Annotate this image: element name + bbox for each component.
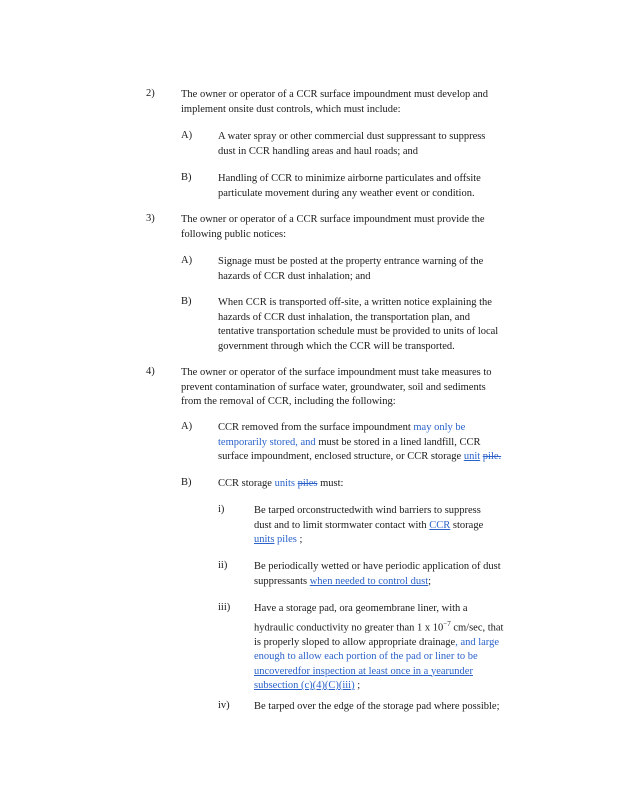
text-line: The owner or operator of a CCR surface impoundment must provide the	[181, 214, 485, 225]
inserted-text: units	[254, 534, 275, 545]
paragraph	[218, 296, 498, 354]
text-line: prevent contamination of surface water, groundwater, soil and sediments	[181, 381, 486, 393]
paragraph	[218, 477, 343, 492]
inserted-text: when needed to control dust	[309, 575, 429, 587]
item-number: iii)	[218, 602, 231, 613]
text-line	[218, 421, 501, 436]
paragraph	[254, 602, 503, 694]
inserted-text: CCR	[429, 519, 451, 531]
text-line: Be tarped orconstructedwith wind barriers to suppress	[254, 505, 481, 516]
inserted-text: enough to allow each portion of the pad or liner to be	[254, 651, 478, 662]
text-segment: suppressants	[254, 575, 308, 587]
text-segment: storage	[452, 519, 484, 531]
paragraph	[254, 700, 500, 715]
text-line: tentative transportation schedule must be provided to units of local	[218, 326, 499, 337]
text-line: The owner or operator of the surface impoundment must take measures to	[181, 367, 492, 378]
item-number: 2)	[146, 88, 155, 99]
item-number: B)	[181, 477, 192, 488]
paragraph	[181, 366, 492, 410]
text-segment: ;	[357, 680, 361, 691]
text-line	[254, 617, 503, 636]
text-line: Signage must be posted at the property entrance warning of the	[218, 256, 484, 267]
text-line: Have a storage pad, ora geomembrane liner, with a	[254, 603, 468, 614]
text-line	[218, 477, 343, 492]
paragraph	[181, 88, 488, 117]
item-number: 3)	[146, 213, 155, 224]
paragraph	[218, 130, 485, 159]
text-segment: CCR storage	[218, 478, 272, 489]
paragraph	[218, 172, 481, 201]
text-line: following public notices:	[181, 228, 286, 240]
paragraph	[218, 421, 501, 465]
text-line: hazards of CCR dust inhalation; and	[218, 270, 371, 282]
inserted-text: piles	[277, 534, 297, 545]
text-line: When CCR is transported off-site, a written notice explaining the	[218, 297, 492, 308]
inserted-text: may only be	[413, 422, 466, 433]
inserted-text: unit	[463, 451, 481, 462]
text-segment: ;	[299, 534, 303, 545]
text-line	[218, 436, 501, 451]
superscript: −7	[443, 619, 451, 628]
deleted-text: piles	[297, 478, 318, 489]
text-line: A water spray or other commercial dust suppressant to suppress	[218, 131, 486, 142]
text-segment: dust and to limit stormwater contact with	[254, 519, 427, 531]
inserted-text: temporarily stored, and	[218, 436, 316, 448]
text-segment: cm/sec, that	[450, 622, 504, 633]
text-line: Be tarped over the edge of the storage pad where possible;	[254, 701, 500, 712]
text-line: implement onsite dust controls, which must include:	[181, 103, 401, 115]
text-line	[254, 679, 503, 694]
inserted-text: units	[274, 478, 296, 489]
text-segment: is properly sloped to allow appropriate drainage	[254, 636, 456, 648]
inserted-text: uncoveredfor inspection at least once in a yearunder	[254, 665, 473, 677]
text-segment: hydraulic conductivity no greater than 1 x 10	[254, 622, 444, 633]
text-segment: surface impoundment, enclosed structure, or CCR storage	[218, 451, 462, 462]
paragraph	[254, 504, 483, 548]
text-segment: must be stored in a lined landfill, CCR	[318, 436, 481, 448]
text-line	[254, 533, 483, 548]
item-number: ii)	[218, 560, 228, 571]
paragraph	[181, 213, 485, 242]
item-number: iv)	[218, 700, 230, 711]
text-line: dust in CCR handling areas and haul roads; and	[218, 145, 419, 157]
item-number: A)	[181, 421, 193, 432]
item-number: 4)	[146, 366, 155, 377]
inserted-text: subsection (c)(4)(C)(iii)	[254, 680, 355, 691]
text-line: Handling of CCR to minimize airborne particulates and offsite	[218, 173, 481, 184]
item-number: A)	[181, 255, 193, 266]
paragraph	[254, 560, 501, 589]
item-number: A)	[181, 130, 193, 141]
item-number: i)	[218, 504, 225, 515]
item-number: B)	[181, 172, 192, 183]
text-line: hazards of CCR dust inhalation, the transportation plan, and	[218, 311, 470, 323]
inserted-text: , and large	[455, 636, 500, 648]
text-segment: must:	[320, 478, 344, 489]
text-line	[254, 575, 501, 590]
text-line	[254, 636, 503, 651]
paragraph	[218, 255, 483, 284]
text-segment: ;	[428, 575, 432, 587]
text-line: particulate movement during any weather event or condition.	[218, 187, 475, 199]
text-line: government through which the CCR will be transported.	[218, 340, 455, 352]
text-line: The owner or operator of a CCR surface impoundment must develop and	[181, 89, 489, 100]
item-number: B)	[181, 296, 192, 307]
text-line	[218, 450, 501, 465]
text-line: from the removal of CCR, including the following:	[181, 396, 396, 407]
deleted-text: pile.	[482, 451, 502, 462]
text-line	[254, 519, 483, 534]
text-line: Be periodically wetted or have periodic application of dust	[254, 561, 501, 572]
text-segment: CCR removed from the surface impoundment	[218, 422, 411, 433]
